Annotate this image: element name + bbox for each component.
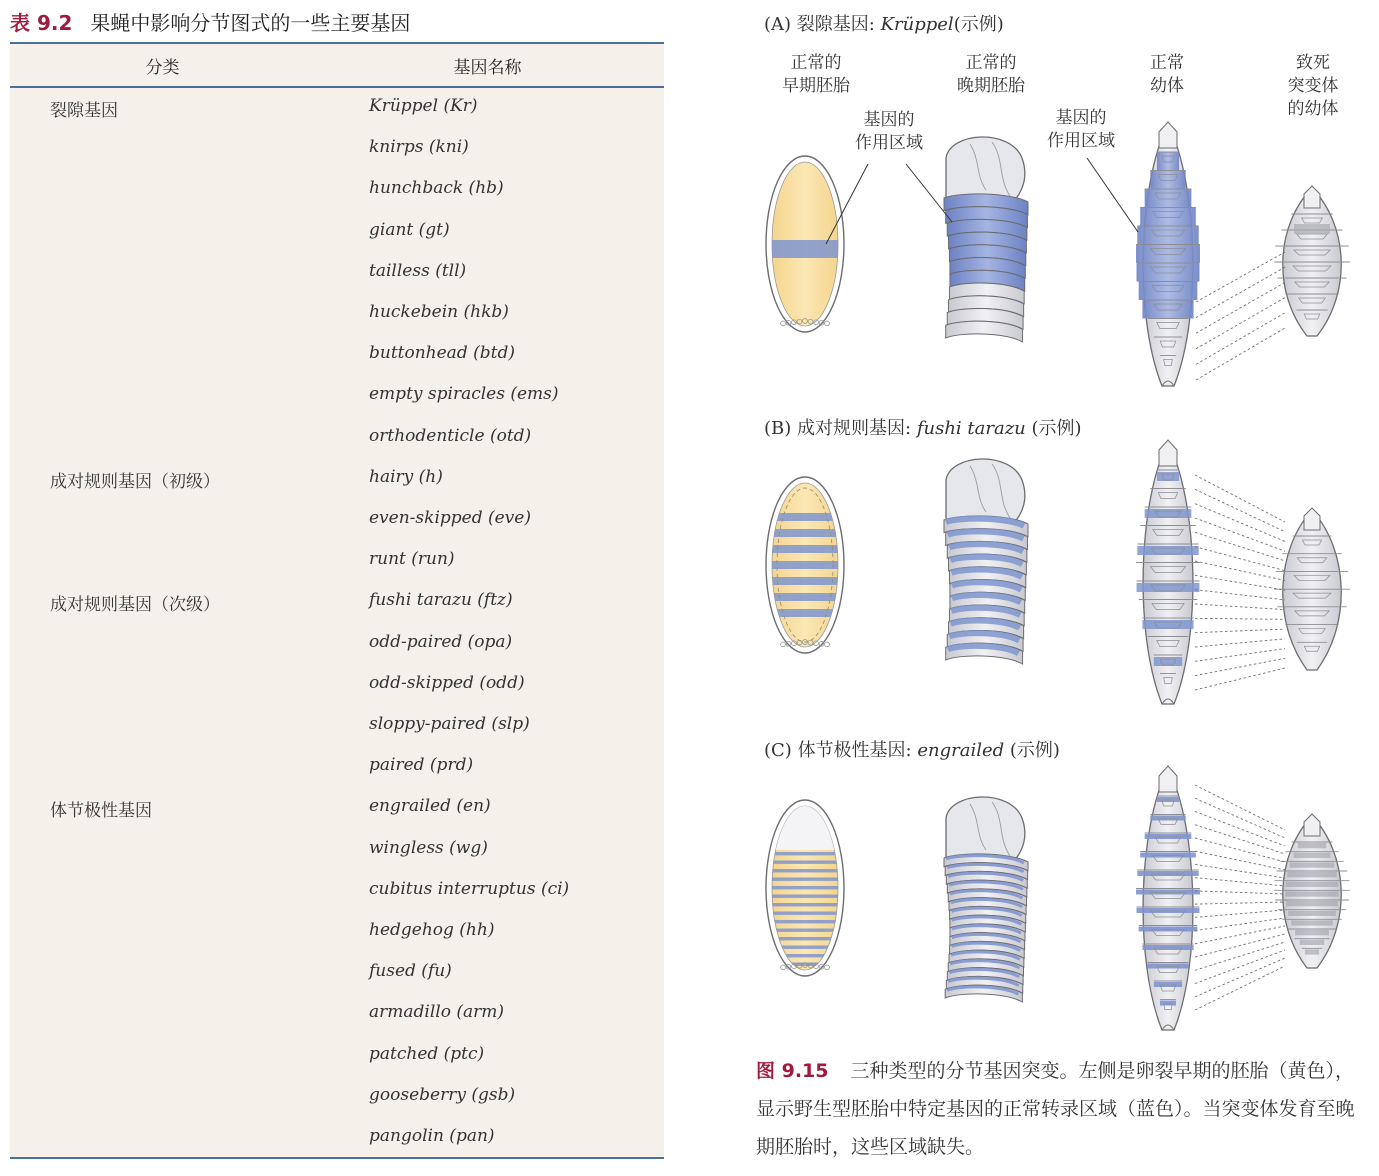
early-embryo-c-pole-cell — [781, 965, 786, 970]
row-gene-name: tailless (tll) — [369, 260, 467, 281]
correspondence-line — [1195, 798, 1285, 838]
larva-segment-polarity-band — [1157, 797, 1179, 802]
table-row — [10, 788, 664, 829]
larva-segment-polarity-band — [1137, 908, 1200, 913]
panel-a-label: (A) 裂隙基因: Krüppel(示例) — [764, 14, 1004, 35]
early-embryo-a-pole-cell — [825, 321, 830, 326]
table-row — [10, 953, 664, 994]
correspondence-line — [1195, 618, 1285, 619]
larva-b — [1136, 440, 1200, 704]
larva-a — [1136, 122, 1200, 386]
segment-polarity-stripe — [766, 920, 844, 923]
mutant-lawn-denticle — [1286, 882, 1338, 887]
figure-drawing — [740, 0, 1379, 1040]
segment-polarity-stripe — [766, 861, 844, 864]
larva-c-mouthparts — [1159, 766, 1177, 792]
segment-polarity-stripe — [766, 878, 844, 881]
head-mutant-larva: 致死 突变体 的幼体 — [1287, 53, 1339, 119]
dashes-c — [1195, 785, 1285, 1010]
row-gene-name: knirps (kni) — [369, 137, 469, 158]
segment-polarity-stripe — [766, 869, 844, 872]
correspondence-line — [1195, 639, 1285, 647]
mutant-lawn-denticle — [1293, 853, 1330, 858]
larva-gap-region — [1150, 171, 1185, 190]
figure-caption — [756, 1052, 1366, 1166]
early-embryo-a-bands — [766, 240, 844, 258]
early-embryo-b-pole-cell — [825, 642, 830, 647]
correspondence-line — [1195, 658, 1285, 675]
row-gene-name: hairy (h) — [369, 466, 443, 487]
callout-region-2: 基因的 作用区域 — [1047, 108, 1115, 151]
correspondence-line — [1195, 891, 1285, 894]
larva-segment-polarity-band — [1154, 982, 1182, 987]
larva-segment-polarity-band — [1160, 1001, 1176, 1006]
row-gene-name: empty spiracles (ems) — [369, 384, 559, 405]
mutant-larva-b-mouthparts — [1304, 508, 1320, 530]
correspondence-line — [1195, 851, 1285, 870]
row-gene-name: runt (run) — [369, 549, 455, 570]
row-gene-name: Krüppel (Kr) — [369, 96, 478, 116]
segment-polarity-stripe — [766, 963, 844, 966]
larva-gap-region — [1137, 226, 1198, 245]
correspondence-line — [1195, 547, 1285, 571]
row-gene-name: paired (prd) — [369, 755, 474, 776]
table-header-row — [10, 44, 664, 88]
segmentation-figure — [740, 0, 1379, 1040]
correspondence-line — [1195, 785, 1285, 830]
larva-segment-polarity-band — [1148, 964, 1189, 969]
correspondence-line — [1195, 668, 1285, 690]
gene-table — [10, 0, 664, 1159]
mutant-lawn-denticle — [1295, 930, 1329, 935]
mutant-lawn-denticle — [1290, 862, 1334, 867]
larva-segment-polarity-band — [1137, 871, 1198, 876]
row-category: 成对规则基因（次级） — [50, 595, 220, 616]
table-row — [10, 665, 664, 706]
table-row — [10, 624, 664, 665]
table-row — [10, 418, 664, 459]
row-gene-name: fused (fu) — [369, 961, 452, 982]
row-gene-name: cubitus interruptus (ci) — [369, 878, 570, 899]
larva-gap-region — [1157, 152, 1179, 171]
table-row — [10, 129, 664, 170]
table-row — [10, 830, 664, 871]
correspondence-line — [1195, 942, 1285, 970]
dashes-a — [1196, 252, 1285, 380]
row-gene-name: sloppy-paired (slp) — [369, 714, 530, 734]
callout-region-1: 基因的 作用区域 — [855, 110, 923, 153]
table-row — [10, 335, 664, 376]
correspondence-line — [1195, 902, 1285, 904]
table-row — [10, 1036, 664, 1077]
segment-polarity-stripe — [766, 895, 844, 898]
late-embryo-c — [944, 797, 1028, 1002]
row-gene-name: patched (ptc) — [369, 1043, 485, 1064]
row-gene-name: pangolin (pan) — [369, 1126, 495, 1146]
segment-polarity-stripe — [766, 912, 844, 915]
table-row — [10, 170, 664, 211]
mutant-lawn-denticle — [1300, 940, 1325, 945]
larva-a-mouthparts — [1159, 122, 1177, 148]
row-gene-name: huckebein (hkb) — [369, 302, 509, 322]
table-row — [10, 541, 664, 582]
correspondence-line — [1195, 918, 1285, 931]
correspondence-line — [1195, 926, 1285, 944]
mutant-larva-b — [1274, 508, 1350, 670]
early-embryo-a — [766, 156, 844, 332]
pair-rule-stripe — [766, 529, 844, 537]
callout-line-late — [906, 164, 952, 222]
table-row — [10, 1118, 664, 1159]
caption-number: 图 9.15 — [756, 1060, 829, 1082]
row-gene-name: orthodenticle (otd) — [369, 425, 532, 446]
dashes-b — [1195, 475, 1285, 690]
table-row — [10, 294, 664, 335]
mutant-lawn-denticle — [1298, 843, 1326, 848]
table-row — [10, 912, 664, 953]
mutant-lawn-denticle — [1287, 872, 1336, 877]
mutant-larva-c-mouthparts — [1304, 814, 1320, 836]
mutant-lawn-denticle — [1305, 949, 1319, 954]
correspondence-line — [1195, 604, 1285, 610]
row-gene-name: armadillo (arm) — [369, 1002, 504, 1023]
late-embryo-a — [944, 137, 1028, 342]
segment-polarity-stripe — [766, 886, 844, 889]
callout-line-larva — [1087, 158, 1138, 232]
early-embryo-b — [766, 477, 844, 653]
mutant-lawn-denticle — [1286, 901, 1338, 906]
mutant-lawn-denticle — [1288, 911, 1336, 916]
larva-segment-polarity-band — [1139, 927, 1198, 932]
mutant-fused-region — [1294, 224, 1330, 234]
segment-polarity-stripe — [766, 852, 844, 855]
larva-segment-polarity-band — [1150, 816, 1185, 821]
segment-polarity-stripe — [766, 903, 844, 906]
row-category: 体节极性基因 — [50, 801, 152, 822]
table-row — [10, 376, 664, 417]
mutant-larva-a-mouthparts — [1304, 186, 1320, 208]
early-embryo-a-pole-cell — [781, 321, 786, 326]
table-title — [10, 0, 664, 42]
row-gene-name: giant (gt) — [369, 219, 450, 240]
correspondence-line — [1196, 267, 1285, 317]
gap-band — [766, 240, 844, 258]
larva-b-mouthparts — [1159, 440, 1177, 466]
larva-segment-polarity-band — [1145, 834, 1192, 839]
table-row — [10, 212, 664, 253]
table-row — [10, 1077, 664, 1118]
larva-gap-region — [1139, 282, 1198, 301]
head-late-embryo: 正常的 晚期胚胎 — [957, 53, 1025, 96]
correspondence-line — [1195, 590, 1285, 600]
larva-c — [1136, 766, 1200, 1030]
table-body — [10, 42, 664, 1159]
correspondence-line — [1195, 958, 1285, 997]
correspondence-line — [1195, 864, 1285, 878]
row-gene-name: odd-paired (opa) — [369, 631, 513, 652]
pair-rule-stripe — [766, 561, 844, 569]
correspondence-line — [1195, 950, 1285, 984]
correspondence-line — [1195, 811, 1285, 846]
segment-polarity-stripe — [766, 929, 844, 932]
row-gene-name: fushi tarazu (ftz) — [369, 590, 513, 611]
mutant-larva-a — [1274, 186, 1350, 336]
correspondence-line — [1196, 298, 1285, 349]
correspondence-line — [1195, 561, 1285, 580]
table-row — [10, 706, 664, 747]
correspondence-line — [1196, 282, 1285, 333]
caption-text: 三种类型的分节基因突变。左侧是卵裂早期的胚胎（黄色），显示野生型胚胎中特定基因的正常转录区域（蓝色）。当突变体发育至晚期胚胎时，这些区域缺失。 — [756, 1060, 1355, 1158]
early-embryo-c-pole-cell — [825, 965, 830, 970]
larva-segment-polarity-band — [1140, 853, 1196, 858]
correspondence-line — [1195, 575, 1285, 590]
larva-segment-polarity-band — [1142, 945, 1193, 950]
segment-polarity-stripe — [766, 954, 844, 957]
early-embryo-c — [766, 800, 844, 976]
header-gene-name: 基因名称 — [453, 57, 522, 78]
larva-gap-region — [1136, 245, 1200, 264]
correspondence-line — [1195, 934, 1285, 957]
table-row — [10, 994, 664, 1035]
panel-c-label: (C) 体节极性基因: engrailed (示例) — [764, 740, 1060, 761]
table-row — [10, 747, 664, 788]
correspondence-line — [1195, 629, 1285, 633]
mutant-lawn-denticle — [1285, 891, 1338, 896]
table-row — [10, 253, 664, 294]
correspondence-line — [1195, 475, 1285, 522]
larva-gap-region — [1145, 189, 1192, 208]
row-gene-name: hunchback (hb) — [369, 178, 504, 199]
correspondence-line — [1195, 489, 1285, 531]
correspondence-line — [1195, 966, 1285, 1010]
correspondence-line — [1195, 910, 1285, 917]
table-row — [10, 582, 664, 623]
larva-gap-region — [1140, 208, 1196, 227]
larva-segment-polarity-band — [1136, 890, 1200, 895]
correspondence-line — [1195, 878, 1285, 886]
correspondence-line — [1196, 252, 1285, 302]
table-row — [10, 500, 664, 541]
table-row — [10, 88, 664, 129]
head-early-embryo: 正常的 早期胚胎 — [782, 53, 850, 96]
early-embryo-b-pole-cell — [781, 642, 786, 647]
table-number: 表 9.2 — [10, 10, 73, 35]
table-title-text: 果蝇中影响分节图式的一些主要基因 — [90, 10, 411, 35]
correspondence-line — [1195, 504, 1285, 542]
row-gene-name: odd-skipped (odd) — [369, 672, 525, 693]
late-embryo-b — [944, 459, 1028, 664]
mutant-lawn-denticle — [1291, 920, 1333, 925]
pair-rule-stripe — [766, 593, 844, 601]
table-row — [10, 459, 664, 500]
row-gene-name: buttonhead (btd) — [369, 343, 515, 364]
correspondence-line — [1196, 328, 1285, 380]
row-category: 成对规则基因（初级） — [50, 471, 220, 492]
correspondence-line — [1195, 649, 1285, 662]
row-gene-name: engrailed (en) — [369, 796, 491, 817]
row-gene-name: even-skipped (eve) — [369, 508, 531, 528]
larva-gap-region — [1142, 300, 1193, 319]
row-gene-name: wingless (wg) — [369, 837, 488, 858]
mutant-larva-c — [1274, 814, 1350, 968]
row-gene-name: hedgehog (hh) — [369, 920, 495, 940]
larva-gap-region — [1137, 263, 1200, 282]
panel-b-label: (B) 成对规则基因: fushi tarazu (示例) — [764, 418, 1082, 439]
head-larva: 正常 幼体 — [1150, 53, 1184, 96]
row-gene-name: gooseberry (gsb) — [369, 1084, 516, 1105]
correspondence-line — [1196, 313, 1285, 365]
table-row — [10, 871, 664, 912]
header-category: 分类 — [145, 57, 180, 78]
row-category: 裂隙基因 — [50, 101, 118, 121]
